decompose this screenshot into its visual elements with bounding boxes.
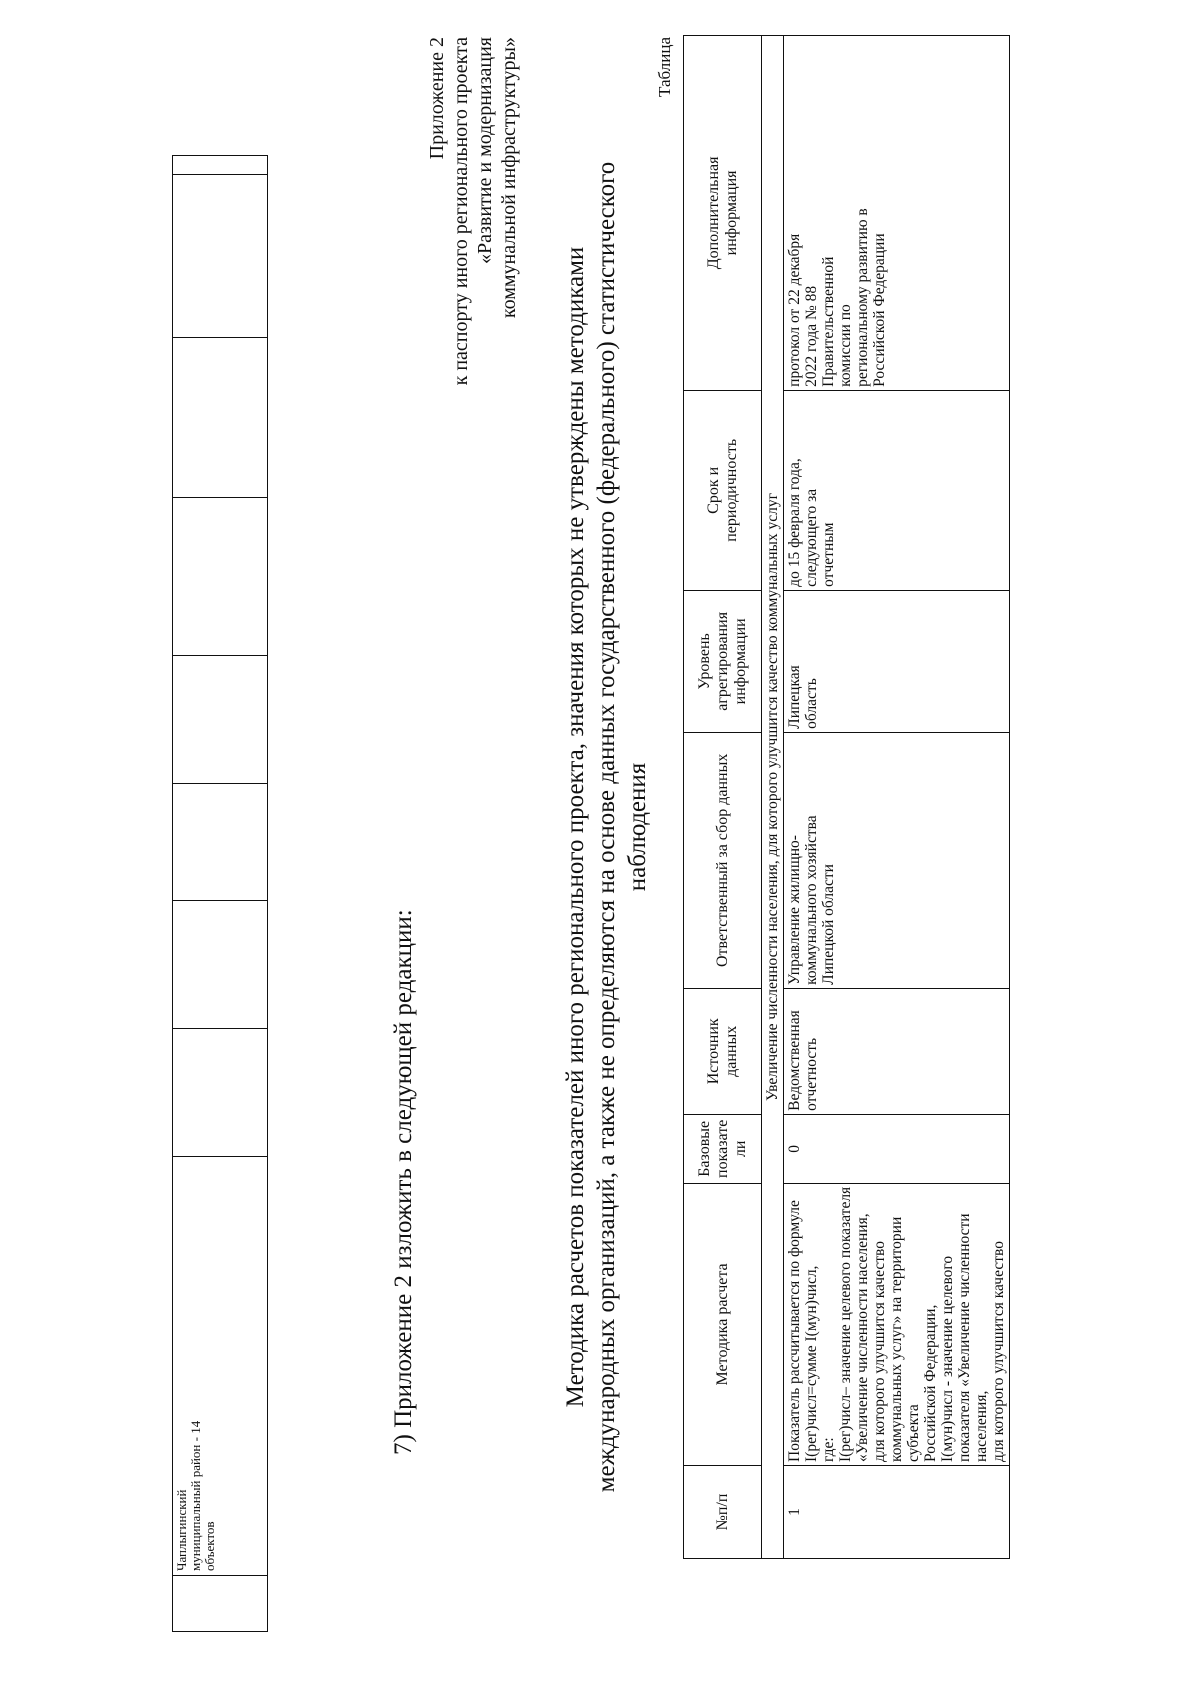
table-cell bbox=[173, 1576, 268, 1632]
extra-line: протокол от 22 декабря bbox=[786, 233, 803, 387]
title-line: международных организаций, а также не определяются на основе данных государственного (федерального) статистического bbox=[593, 161, 620, 1493]
row-num: 1 bbox=[784, 1466, 1010, 1559]
title-line: наблюдения bbox=[624, 762, 651, 892]
header-period bbox=[684, 390, 762, 590]
period-line: до 15 февраля года, bbox=[786, 458, 803, 587]
method-line: Российской Федерации, bbox=[922, 1304, 939, 1462]
table-cell bbox=[173, 901, 268, 1029]
extra-line: 2022 года № 88 bbox=[803, 285, 820, 387]
header-line: данных bbox=[722, 1025, 740, 1077]
table-cell bbox=[173, 156, 268, 175]
district-cell bbox=[173, 1157, 268, 1576]
header-level bbox=[684, 590, 762, 732]
period-line: отчетным bbox=[820, 522, 837, 587]
table-caption: Таблица bbox=[655, 37, 674, 97]
header-line: агрегирования bbox=[713, 611, 731, 711]
header-responsible: Ответственный за сбор данных bbox=[684, 732, 762, 988]
table-cell bbox=[173, 784, 268, 901]
table-cell bbox=[173, 338, 268, 498]
header-num: №п/п bbox=[684, 1466, 762, 1559]
section-row bbox=[762, 36, 784, 1559]
header-line: показате bbox=[713, 1119, 731, 1178]
period-line: следующего за bbox=[803, 488, 820, 587]
header-line: информации bbox=[731, 618, 749, 705]
source-line: Ведомственная bbox=[786, 1010, 803, 1111]
table-cell bbox=[173, 656, 268, 784]
method-line: где: bbox=[820, 1437, 837, 1462]
period-cell bbox=[784, 390, 1010, 590]
objects-table-fragment bbox=[172, 155, 268, 1632]
annex-line: «Развитие и модернизация bbox=[474, 37, 496, 264]
method-line: I(рег)числ– значение целевого показателя bbox=[837, 1186, 854, 1462]
extra-line: Российской Федерации bbox=[871, 233, 888, 387]
annex-line: к паспорту иного регионального проекта bbox=[450, 37, 472, 386]
responsible-line: Управление жилищно- bbox=[786, 835, 803, 985]
section-heading: 7) Приложение 2 изложить в следующей редакции: bbox=[390, 909, 417, 1455]
section-label: Увеличение численности населения, для которого улучшится качество коммунальных услуг bbox=[762, 36, 784, 1559]
method-cell bbox=[784, 1183, 1010, 1465]
method-line: I(рег)числ=сумме I(мун)числ, bbox=[803, 1265, 820, 1462]
header-line: информация bbox=[722, 170, 740, 256]
method-line: населения, bbox=[973, 1390, 990, 1462]
method-line: I(мун)числ - значение целевого bbox=[939, 1255, 956, 1462]
method-line: субъекта bbox=[905, 1404, 922, 1462]
method-line: для которого улучшится качество bbox=[871, 1241, 888, 1462]
annex-line: коммунальной инфраструктуры» bbox=[498, 37, 520, 319]
header-method: Методика расчета bbox=[684, 1183, 762, 1465]
annex-header bbox=[425, 37, 521, 697]
extra-line: Правительственной bbox=[820, 256, 837, 387]
level-cell bbox=[784, 590, 1010, 732]
header-line: периодичность bbox=[722, 438, 740, 542]
table-cell bbox=[173, 175, 268, 338]
header-extra bbox=[684, 36, 762, 391]
extra-line: региональному развитию в bbox=[854, 208, 871, 387]
table-cell bbox=[173, 498, 268, 656]
table-row bbox=[173, 156, 268, 1632]
responsible-line: Липецкой области bbox=[820, 864, 837, 985]
method-line: Показатель рассчитывается по формуле bbox=[786, 1200, 803, 1462]
document-title bbox=[560, 27, 653, 1627]
base-value: 0 bbox=[784, 1114, 1010, 1183]
table-row bbox=[784, 36, 1010, 1559]
district-cell-line: Чаплыгинский bbox=[174, 1489, 189, 1571]
header-line: Источник bbox=[704, 1018, 722, 1085]
header-row bbox=[684, 36, 762, 1559]
method-line: для которого улучшится качество bbox=[990, 1241, 1007, 1462]
header-base bbox=[684, 1114, 762, 1183]
source-line: отчетность bbox=[803, 1037, 820, 1111]
method-line: показателя «Увеличение численности bbox=[956, 1213, 973, 1462]
level-line: область bbox=[803, 678, 820, 729]
responsible-cell bbox=[784, 732, 1010, 988]
header-line: Уровень bbox=[695, 633, 713, 690]
source-cell bbox=[784, 988, 1010, 1114]
extra-cell bbox=[784, 36, 1010, 391]
extra-line: комиссии по bbox=[837, 304, 854, 387]
title-line: Методика расчетов показателей иного регионального проекта, значения которых не утверждены методиками bbox=[562, 246, 589, 1408]
header-line: Дополнительная bbox=[704, 156, 722, 270]
district-cell-line: муниципальный район - 14 bbox=[188, 1420, 203, 1571]
methodology-table bbox=[683, 35, 1010, 1559]
header-line: Базовые bbox=[695, 1120, 713, 1177]
header-line: ли bbox=[731, 1140, 749, 1158]
method-line: коммунальных услуг» на территории bbox=[888, 1216, 905, 1462]
table-cell bbox=[173, 1029, 268, 1157]
level-line: Липецкая bbox=[786, 665, 803, 729]
header-line: Срок и bbox=[704, 466, 722, 514]
method-line: «Увеличение численности населения, bbox=[854, 1213, 871, 1462]
header-source bbox=[684, 988, 762, 1114]
annex-line: Приложение 2 bbox=[426, 37, 448, 160]
district-cell-line: объектов bbox=[202, 1521, 217, 1571]
responsible-line: коммунального хозяйства bbox=[803, 815, 820, 985]
